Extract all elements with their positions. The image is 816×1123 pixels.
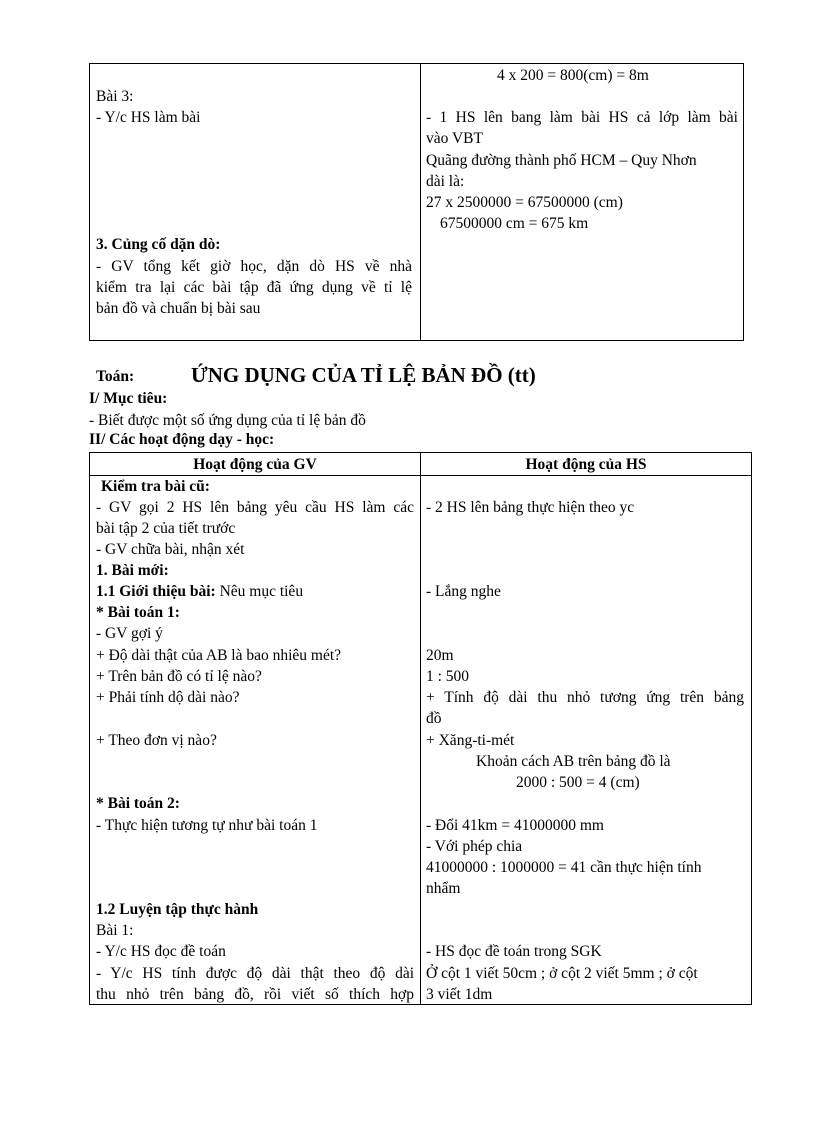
review-line-2: - GV chữa bài, nhận xét	[96, 541, 245, 558]
top-table-divider	[420, 64, 421, 340]
consolidate-line-1: - GV tổng kết giờ học, dặn dò HS về nhà	[96, 258, 412, 275]
hs-response-1: - 2 HS lên bảng thực hiện theo yc	[426, 499, 635, 516]
objective-1: - Biết được một số ứng dụng của tỉ lệ bản đồ	[89, 412, 366, 429]
problem-2-text: - Thực hiện tương tự như bài toán 1	[96, 817, 318, 834]
exercise-1-read: - Y/c HS đọc đề toán	[96, 943, 226, 960]
hs-answer-3a: + Tính độ dài thu nhỏ tương ứng trên bảng	[426, 689, 744, 706]
hs-answer-5: Khoản cách AB trên bảng đồ là	[476, 753, 671, 770]
bai3-hs-line-1: - 1 HS lên bang làm bài HS cả lớp làm bài	[426, 109, 738, 126]
exercise-1-title: Bài 1:	[96, 922, 134, 939]
intro-label: 1.1 Giới thiệu bài:	[96, 583, 216, 600]
question-3: + Phải tính dộ dài nào?	[96, 689, 240, 706]
exercise-1-task-a: - Y/c HS tính được độ dài thật theo độ dài	[96, 965, 414, 982]
gv-hint: - GV gợi ý	[96, 625, 163, 642]
hs-problem-2c: 41000000 : 1000000 = 41 cần thực hiện tính	[426, 859, 702, 876]
bai3-hs-line-2: vào VBT	[426, 130, 483, 147]
question-4: + Theo đơn vị nào?	[96, 732, 217, 749]
new-lesson-title: 1. Bài mới:	[96, 562, 169, 579]
hs-answer-1: 20m	[426, 647, 454, 664]
route-line-1: Quãng đường thành phố HCM – Quy Nhơn	[426, 152, 697, 169]
bai3-title: Bài 3:	[96, 88, 134, 105]
exercise-1-task-b: thu nhỏ trên bảng đồ, rồi viết số thích hợp	[96, 986, 414, 1003]
hs-exercise-1c: 3 viết 1dm	[426, 986, 493, 1003]
right-calc: 4 x 200 = 800(cm) = 8m	[497, 67, 649, 84]
hs-exercise-1a: - HS đọc đề toán trong SGK	[426, 943, 602, 960]
hs-answer-3b: đồ	[426, 710, 442, 727]
subject-label: Toán:	[96, 368, 135, 385]
intro-text: Nêu mục tiêu	[215, 583, 304, 600]
review-line-1a: - GV gọi 2 HS lên bảng yêu cầu HS làm các	[96, 499, 414, 516]
review-line-1b: bài tập 2 của tiết trước	[96, 520, 236, 537]
hs-problem-2a: - Đổi 41km = 41000000 mm	[426, 817, 604, 834]
problem-1-title: * Bài toán 1:	[96, 604, 180, 621]
lesson-title: ỨNG DỤNG CỦA TỈ LỆ BẢN ĐỒ (tt)	[191, 363, 536, 387]
hs-response-2: - Lắng nghe	[426, 583, 501, 600]
calc-line-2: 67500000 cm = 675 km	[440, 215, 589, 232]
problem-2-title: * Bài toán 2:	[96, 795, 180, 812]
hs-answer-6: 2000 : 500 = 4 (cm)	[516, 774, 640, 791]
intro-line	[96, 581, 303, 602]
practice-title: 1.2 Luyện tập thực hành	[96, 901, 259, 918]
question-2: + Trên bản đồ có tỉ lệ nào?	[96, 668, 262, 685]
hs-exercise-1b: Ở cột 1 viết 50cm ; ở cột 2 viết 5mm ; ở cột	[426, 965, 698, 982]
calc-line-1: 27 x 2500000 = 67500000 (cm)	[426, 194, 623, 211]
hs-problem-2d: nhẩm	[426, 880, 461, 897]
objectives-heading: I/ Mục tiêu:	[89, 390, 168, 407]
activities-heading: II/ Các hoạt động dạy - học:	[89, 431, 275, 448]
activities-table-divider	[420, 453, 421, 1004]
header-gv: Hoạt động của GV	[193, 456, 317, 473]
route-line-2: dài là:	[426, 173, 465, 190]
consolidate-line-2: kiểm tra lại các bài tập đã ứng dụng về tỉ lệ	[96, 279, 412, 296]
hs-answer-4: + Xăng-ti-mét	[426, 732, 515, 749]
review-title: Kiểm tra bài cũ:	[101, 478, 210, 495]
consolidate-line-3: bản đồ và chuẩn bị bài sau	[96, 300, 261, 317]
question-1: + Độ dài thật của AB là bao nhiêu mét?	[96, 647, 342, 664]
header-hs: Hoạt động của HS	[525, 456, 647, 473]
bai3-task: - Y/c HS làm bài	[96, 109, 201, 126]
hs-answer-2: 1 : 500	[426, 668, 470, 685]
hs-problem-2b: - Với phép chia	[426, 838, 523, 855]
consolidate-title: 3. Củng cố dặn dò:	[96, 236, 221, 253]
